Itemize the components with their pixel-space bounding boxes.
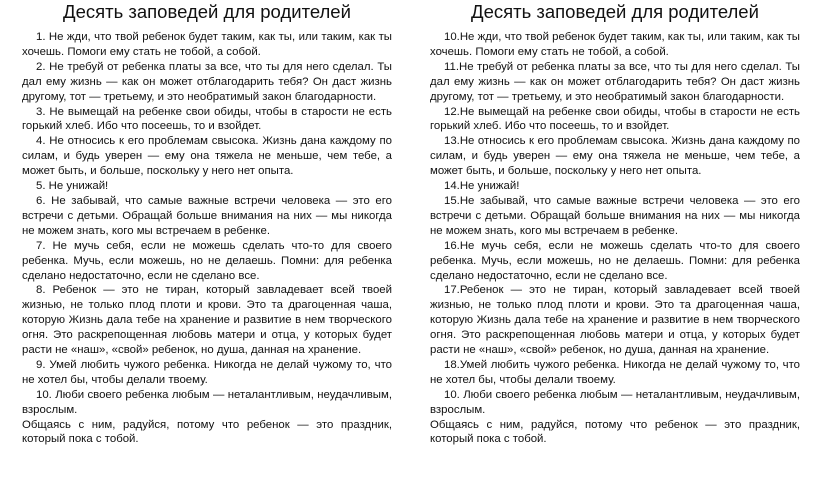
commandment-item: 14.Не унижай!: [444, 180, 520, 193]
commandment-item: 9. Умей любить чужого ребенка. Никогда не делай чужому то, что не хотел бы, чтобы делали твоему.: [22, 358, 392, 386]
closing-text: Общаясь с ним, радуйся, потому что ребенок — это праздник, который пока с тобой.: [22, 418, 392, 446]
commandment-item: 7. Не мучь себя, если не можешь сделать что-то для своего ребенка. Мучь, если можешь, но не делаешь. Помни: для ребенка сделано недостаточно, если не сделано все.: [22, 239, 392, 282]
commandment-item: 6. Не забывай, что самые важные встречи человека — это его встречи с детьми. Обращай больше внимания на них — мы никогда не можем знать, кого мы встречаем в ребенке.: [22, 194, 392, 237]
commandment-item: 12.Не вымещай на ребенке свои обиды, чтобы в старости не есть горький хлеб. Ибо что посеешь, то и взойдет.: [430, 105, 800, 133]
right-column: [430, 0, 800, 447]
commandment-item: 10.Не жди, что твой ребенок будет таким, как ты, или таким, как ты хочешь. Помоги ему стать не тобой, а собой.: [430, 31, 800, 58]
commandment-item: 8. Ребенок — это не тиран, который завладевает всей твоей жизнью, не только плод плоти и крови. Это та драгоценная чаша, которую Жизнь дала тебе на хранение и развитие в нем творческого огня. Это раскрепощенная любовь матери и отца, у которых будет расти не «наш», «свой» ребенок, но душа, данная на хранение.: [22, 284, 392, 357]
commandment-item: 18.Умей любить чужого ребенка. Никогда не делай чужому то, что не хотел бы, чтобы делали твоему.: [430, 358, 800, 386]
commandment-item: 4. Не относись к его проблемам свысока. Жизнь дана каждому по силам, и будь уверен — ему она тяжела не меньше, чем тебе, а может быть, и больше, поскольку у него нет опыта.: [22, 135, 392, 178]
commandment-item: 10. Люби своего ребенка любым — неталантливым, неудачливым, взрослым.: [22, 388, 392, 416]
commandment-item: 1. Не жди, что твой ребенок будет таким, как ты, или таким, как ты хочешь. Помоги ему стать не тобой, а собой.: [22, 31, 392, 58]
closing-text: Общаясь с ним, радуйся, потому что ребенок — это праздник, который пока с тобой.: [430, 418, 800, 446]
commandment-item: 13.Не относись к его проблемам свысока. Жизнь дана каждому по силам, и будь уверен — ему она тяжела не меньше, чем тебе, а может быть, и больше, поскольку у него нет опыта.: [430, 135, 800, 178]
page-title: Десять заповедей для родителей: [471, 1, 759, 22]
commandment-item: 15.Не забывай, что самые важные встречи человека — это его встречи с детьми. Обращай больше внимания на них — мы никогда не можем знать, кого мы встречаем в ребенке.: [430, 194, 800, 237]
page-title: Десять заповедей для родителей: [63, 1, 351, 22]
commandment-item: 16.Не мучь себя, если не можешь сделать что-то для своего ребенка. Мучь, если можешь, но не делаешь. Помни: для ребенка сделано недостаточно, если не сделано все.: [430, 239, 800, 282]
commandment-item: 17.Ребенок — это не тиран, который завладевает всей твоей жизнью, не только плод плоти и крови. Это та драгоценная чаша, которую Жизнь дала тебе на хранение и развитие в нем творческого огня. Это раскрепощенная любовь матери и отца, у которых будет расти не «наш», «свой» ребенок, но душа, данная на хранение.: [430, 284, 800, 357]
left-column: [22, 0, 392, 447]
commandment-item: 5. Не унижай!: [36, 180, 109, 193]
commandment-item: 10. Люби своего ребенка любым — неталантливым, неудачливым, взрослым.: [430, 388, 800, 416]
commandment-item: 3. Не вымещай на ребенке свои обиды, чтобы в старости не есть горький хлеб. Ибо что посеешь, то и взойдет.: [22, 105, 392, 133]
commandment-item: 11.Не требуй от ребенка платы за все, что ты для него сделал. Ты дал ему жизнь — как он может отблагодарить тебя? Он даст жизнь другому, тот — третьему, и это необратимый закон благодарности.: [430, 60, 800, 103]
commandment-item: 2. Не требуй от ребенка платы за все, что ты для него сделал. Ты дал ему жизнь — как он может отблагодарить тебя? Он даст жизнь другому, тот — третьему, и это необратимый закон благодарности.: [22, 60, 392, 103]
